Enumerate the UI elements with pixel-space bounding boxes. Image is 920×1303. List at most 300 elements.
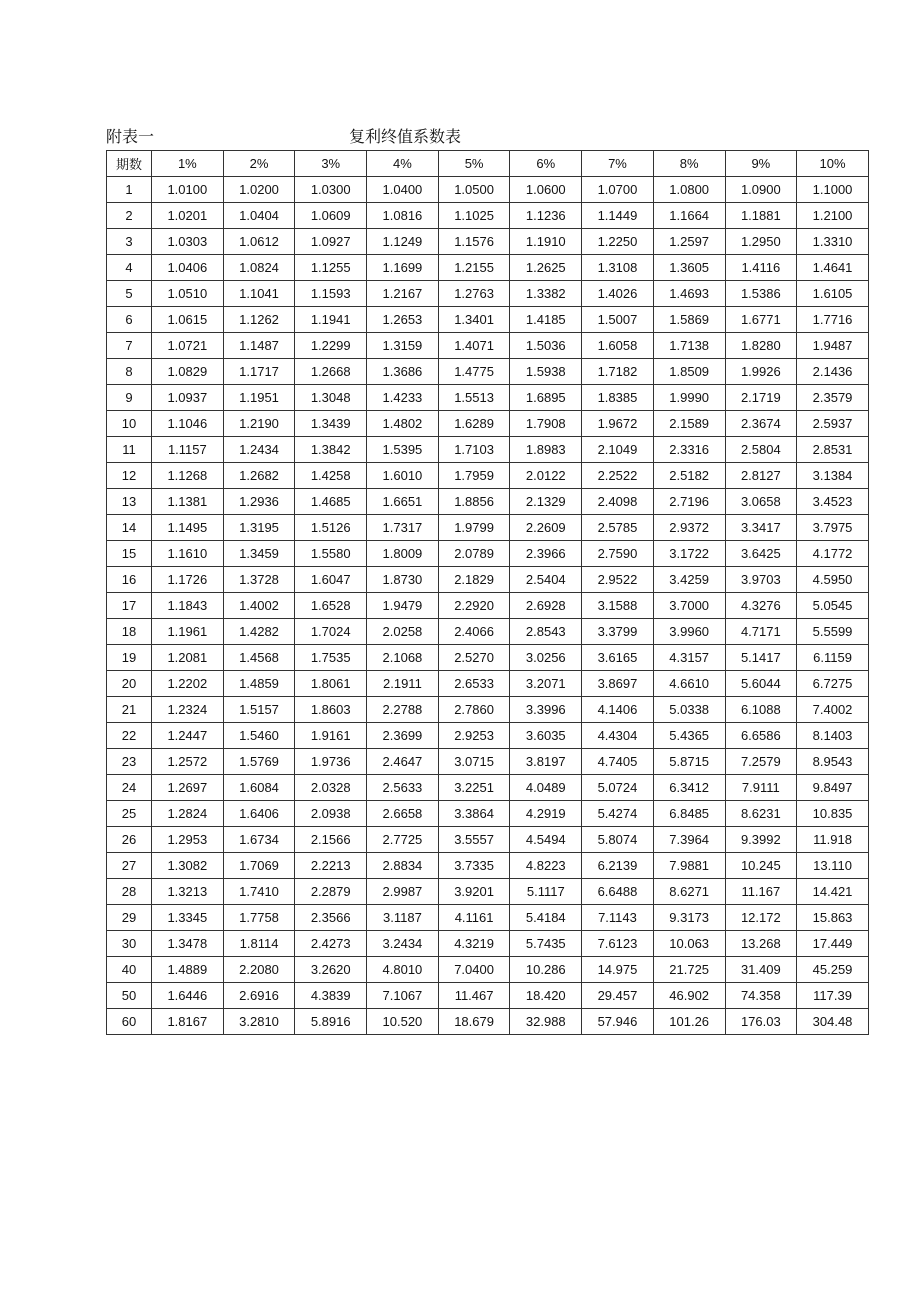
factor-cell: 1.2100 — [797, 203, 869, 229]
factor-cell: 7.3964 — [653, 827, 725, 853]
factor-cell: 2.9987 — [367, 879, 439, 905]
factor-cell: 1.1381 — [152, 489, 224, 515]
factor-cell: 3.2071 — [510, 671, 582, 697]
table-row — [107, 671, 869, 697]
factor-cell: 1.2682 — [223, 463, 295, 489]
factor-cell: 2.2920 — [438, 593, 510, 619]
factor-cell: 2.8834 — [367, 853, 439, 879]
factor-cell: 1.5395 — [367, 437, 439, 463]
factor-cell: 7.0400 — [438, 957, 510, 983]
factor-cell: 4.3839 — [295, 983, 367, 1009]
factor-cell: 2.7196 — [653, 489, 725, 515]
factor-cell: 6.7275 — [797, 671, 869, 697]
factor-cell: 1.3605 — [653, 255, 725, 281]
factor-cell: 2.1329 — [510, 489, 582, 515]
table-row — [107, 1009, 869, 1035]
factor-cell: 1.3686 — [367, 359, 439, 385]
factor-cell: 1.0824 — [223, 255, 295, 281]
factor-cell: 1.0404 — [223, 203, 295, 229]
factor-cell: 1.4258 — [295, 463, 367, 489]
factor-cell: 10.286 — [510, 957, 582, 983]
table-row — [107, 619, 869, 645]
factor-cell: 31.409 — [725, 957, 797, 983]
table-row — [107, 463, 869, 489]
factor-cell: 2.2609 — [510, 515, 582, 541]
factor-cell: 2.1719 — [725, 385, 797, 411]
factor-cell: 3.3996 — [510, 697, 582, 723]
column-header-rate: 7% — [582, 151, 654, 177]
table-row — [107, 827, 869, 853]
factor-cell: 1.4802 — [367, 411, 439, 437]
factor-cell: 8.6271 — [653, 879, 725, 905]
factor-cell: 2.5937 — [797, 411, 869, 437]
factor-cell: 1.1941 — [295, 307, 367, 333]
column-header-rate: 3% — [295, 151, 367, 177]
factor-cell: 1.0700 — [582, 177, 654, 203]
factor-cell: 3.9703 — [725, 567, 797, 593]
table-row — [107, 359, 869, 385]
factor-cell: 5.4274 — [582, 801, 654, 827]
table-row — [107, 281, 869, 307]
table-row — [107, 853, 869, 879]
factor-cell: 1.8385 — [582, 385, 654, 411]
factor-cell: 1.1157 — [152, 437, 224, 463]
factor-cell: 1.0612 — [223, 229, 295, 255]
factor-cell: 1.4685 — [295, 489, 367, 515]
factor-cell: 3.7975 — [797, 515, 869, 541]
factor-cell: 1.5386 — [725, 281, 797, 307]
factor-cell: 5.4365 — [653, 723, 725, 749]
factor-cell: 3.9201 — [438, 879, 510, 905]
factor-cell: 2.1049 — [582, 437, 654, 463]
period-cell: 50 — [107, 983, 152, 1009]
page-title: 复利终值系数表 — [349, 127, 462, 146]
factor-cell: 74.358 — [725, 983, 797, 1009]
factor-cell: 1.2950 — [725, 229, 797, 255]
factor-cell: 1.5157 — [223, 697, 295, 723]
factor-cell: 1.0201 — [152, 203, 224, 229]
table-row — [107, 931, 869, 957]
factor-cell: 2.1068 — [367, 645, 439, 671]
factor-cell: 1.7024 — [295, 619, 367, 645]
factor-cell: 1.1910 — [510, 229, 582, 255]
factor-cell: 2.5182 — [653, 463, 725, 489]
factor-cell: 2.8543 — [510, 619, 582, 645]
factor-cell: 3.6425 — [725, 541, 797, 567]
period-cell: 13 — [107, 489, 152, 515]
factor-cell: 1.8983 — [510, 437, 582, 463]
factor-cell: 1.4026 — [582, 281, 654, 307]
factor-cell: 1.7716 — [797, 307, 869, 333]
factor-cell: 29.457 — [582, 983, 654, 1009]
factor-cell: 1.0927 — [295, 229, 367, 255]
factor-cell: 10.245 — [725, 853, 797, 879]
factor-cell: 1.3478 — [152, 931, 224, 957]
factor-cell: 1.1000 — [797, 177, 869, 203]
factor-cell: 2.7860 — [438, 697, 510, 723]
factor-cell: 46.902 — [653, 983, 725, 1009]
factor-cell: 2.7590 — [582, 541, 654, 567]
factor-cell: 1.1025 — [438, 203, 510, 229]
factor-cell: 2.1566 — [295, 827, 367, 853]
factor-cell: 1.2167 — [367, 281, 439, 307]
factor-cell: 5.8074 — [582, 827, 654, 853]
factor-cell: 14.421 — [797, 879, 869, 905]
factor-cell: 3.1187 — [367, 905, 439, 931]
factor-cell: 7.2579 — [725, 749, 797, 775]
factor-cell: 2.5804 — [725, 437, 797, 463]
factor-cell: 2.3566 — [295, 905, 367, 931]
factor-cell: 1.6651 — [367, 489, 439, 515]
factor-cell: 1.2155 — [438, 255, 510, 281]
period-cell: 5 — [107, 281, 152, 307]
factor-cell: 2.0122 — [510, 463, 582, 489]
column-header-rate: 8% — [653, 151, 725, 177]
factor-cell: 4.0489 — [510, 775, 582, 801]
factor-cell: 1.0100 — [152, 177, 224, 203]
factor-cell: 1.0400 — [367, 177, 439, 203]
factor-cell: 1.1487 — [223, 333, 295, 359]
factor-cell: 1.3842 — [295, 437, 367, 463]
factor-cell: 2.5404 — [510, 567, 582, 593]
factor-cell: 1.2824 — [152, 801, 224, 827]
factor-cell: 1.6105 — [797, 281, 869, 307]
factor-cell: 3.3799 — [582, 619, 654, 645]
factor-cell: 9.3992 — [725, 827, 797, 853]
factor-cell: 1.2324 — [152, 697, 224, 723]
factor-cell: 5.5599 — [797, 619, 869, 645]
factor-cell: 7.6123 — [582, 931, 654, 957]
factor-cell: 1.8280 — [725, 333, 797, 359]
factor-cell: 11.467 — [438, 983, 510, 1009]
factor-cell: 1.3382 — [510, 281, 582, 307]
table-row — [107, 411, 869, 437]
factor-cell: 2.3579 — [797, 385, 869, 411]
factor-cell: 1.1664 — [653, 203, 725, 229]
factor-cell: 1.1041 — [223, 281, 295, 307]
factor-cell: 1.5938 — [510, 359, 582, 385]
factor-cell: 1.1699 — [367, 255, 439, 281]
factor-cell: 1.3108 — [582, 255, 654, 281]
factor-cell: 1.6010 — [367, 463, 439, 489]
factor-cell: 5.7435 — [510, 931, 582, 957]
factor-cell: 1.5580 — [295, 541, 367, 567]
factor-cell: 57.946 — [582, 1009, 654, 1035]
factor-cell: 1.1236 — [510, 203, 582, 229]
factor-cell: 2.5270 — [438, 645, 510, 671]
factor-cell: 1.1843 — [152, 593, 224, 619]
table-row — [107, 229, 869, 255]
factor-cell: 1.0510 — [152, 281, 224, 307]
compound-factor-table — [106, 150, 869, 1035]
factor-cell: 18.679 — [438, 1009, 510, 1035]
factor-cell: 1.2250 — [582, 229, 654, 255]
factor-cell: 4.2919 — [510, 801, 582, 827]
factor-cell: 7.4002 — [797, 697, 869, 723]
factor-cell: 1.8603 — [295, 697, 367, 723]
appendix-label: 附表一 — [106, 127, 155, 146]
factor-cell: 5.6044 — [725, 671, 797, 697]
factor-cell: 1.4233 — [367, 385, 439, 411]
factor-cell: 1.2597 — [653, 229, 725, 255]
table-body — [107, 177, 869, 1035]
factor-cell: 1.5126 — [295, 515, 367, 541]
factor-cell: 3.6165 — [582, 645, 654, 671]
column-header-rate: 4% — [367, 151, 439, 177]
factor-cell: 13.110 — [797, 853, 869, 879]
factor-cell: 1.8730 — [367, 567, 439, 593]
factor-cell: 1.8061 — [295, 671, 367, 697]
factor-cell: 1.3310 — [797, 229, 869, 255]
factor-cell: 1.5513 — [438, 385, 510, 411]
factor-cell: 2.1436 — [797, 359, 869, 385]
factor-cell: 2.7725 — [367, 827, 439, 853]
factor-cell: 1.2668 — [295, 359, 367, 385]
factor-cell: 3.1384 — [797, 463, 869, 489]
factor-cell: 6.6586 — [725, 723, 797, 749]
factor-cell: 8.6231 — [725, 801, 797, 827]
factor-cell: 2.6928 — [510, 593, 582, 619]
factor-cell: 1.2953 — [152, 827, 224, 853]
factor-cell: 32.988 — [510, 1009, 582, 1035]
factor-cell: 1.1262 — [223, 307, 295, 333]
table-row — [107, 203, 869, 229]
period-cell: 10 — [107, 411, 152, 437]
factor-cell: 1.3082 — [152, 853, 224, 879]
table-row — [107, 177, 869, 203]
factor-cell: 1.0406 — [152, 255, 224, 281]
factor-cell: 1.1881 — [725, 203, 797, 229]
period-cell: 27 — [107, 853, 152, 879]
factor-cell: 4.7171 — [725, 619, 797, 645]
factor-cell: 1.6895 — [510, 385, 582, 411]
factor-cell: 6.6488 — [582, 879, 654, 905]
factor-cell: 11.167 — [725, 879, 797, 905]
factor-cell: 1.0900 — [725, 177, 797, 203]
factor-cell: 2.0938 — [295, 801, 367, 827]
table-row — [107, 255, 869, 281]
period-cell: 8 — [107, 359, 152, 385]
factor-cell: 1.8509 — [653, 359, 725, 385]
factor-cell: 1.5036 — [510, 333, 582, 359]
factor-cell: 15.863 — [797, 905, 869, 931]
period-cell: 1 — [107, 177, 152, 203]
factor-cell: 3.3864 — [438, 801, 510, 827]
factor-cell: 1.3195 — [223, 515, 295, 541]
table-row — [107, 567, 869, 593]
factor-cell: 7.9881 — [653, 853, 725, 879]
factor-cell: 1.6406 — [223, 801, 295, 827]
factor-cell: 3.0658 — [725, 489, 797, 515]
factor-cell: 2.4647 — [367, 749, 439, 775]
factor-cell: 1.4116 — [725, 255, 797, 281]
factor-cell: 3.1722 — [653, 541, 725, 567]
factor-cell: 2.2080 — [223, 957, 295, 983]
factor-cell: 1.6771 — [725, 307, 797, 333]
table-row — [107, 489, 869, 515]
period-cell: 6 — [107, 307, 152, 333]
period-cell: 15 — [107, 541, 152, 567]
factor-cell: 1.1610 — [152, 541, 224, 567]
factor-cell: 7.1143 — [582, 905, 654, 931]
factor-cell: 3.8197 — [510, 749, 582, 775]
factor-cell: 1.7069 — [223, 853, 295, 879]
factor-cell: 2.3316 — [653, 437, 725, 463]
factor-cell: 2.8531 — [797, 437, 869, 463]
factor-cell: 2.3674 — [725, 411, 797, 437]
factor-cell: 3.7335 — [438, 853, 510, 879]
factor-cell: 1.1576 — [438, 229, 510, 255]
factor-cell: 2.2213 — [295, 853, 367, 879]
factor-cell: 4.1772 — [797, 541, 869, 567]
factor-cell: 1.2653 — [367, 307, 439, 333]
factor-cell: 2.9253 — [438, 723, 510, 749]
factor-cell: 1.5769 — [223, 749, 295, 775]
factor-cell: 1.4775 — [438, 359, 510, 385]
factor-cell: 2.5633 — [367, 775, 439, 801]
factor-cell: 3.0256 — [510, 645, 582, 671]
table-row — [107, 645, 869, 671]
factor-cell: 8.9543 — [797, 749, 869, 775]
factor-cell: 4.1406 — [582, 697, 654, 723]
factor-cell: 1.0609 — [295, 203, 367, 229]
factor-cell: 1.6084 — [223, 775, 295, 801]
factor-cell: 1.7182 — [582, 359, 654, 385]
period-cell: 17 — [107, 593, 152, 619]
factor-cell: 4.8010 — [367, 957, 439, 983]
period-cell: 20 — [107, 671, 152, 697]
factor-cell: 2.3966 — [510, 541, 582, 567]
column-header-rate: 2% — [223, 151, 295, 177]
factor-cell: 1.8856 — [438, 489, 510, 515]
factor-cell: 1.9926 — [725, 359, 797, 385]
factor-cell: 4.3276 — [725, 593, 797, 619]
factor-cell: 1.7959 — [438, 463, 510, 489]
factor-cell: 1.0615 — [152, 307, 224, 333]
table-row — [107, 905, 869, 931]
factor-cell: 1.4859 — [223, 671, 295, 697]
factor-cell: 1.8114 — [223, 931, 295, 957]
factor-cell: 2.1911 — [367, 671, 439, 697]
factor-cell: 18.420 — [510, 983, 582, 1009]
factor-cell: 1.3048 — [295, 385, 367, 411]
period-cell: 60 — [107, 1009, 152, 1035]
factor-cell: 5.0545 — [797, 593, 869, 619]
factor-cell: 1.7758 — [223, 905, 295, 931]
factor-cell: 3.5557 — [438, 827, 510, 853]
factor-cell: 1.1495 — [152, 515, 224, 541]
factor-cell: 1.9672 — [582, 411, 654, 437]
period-cell: 24 — [107, 775, 152, 801]
factor-cell: 6.1159 — [797, 645, 869, 671]
factor-cell: 1.1449 — [582, 203, 654, 229]
factor-cell: 1.0816 — [367, 203, 439, 229]
factor-cell: 1.0721 — [152, 333, 224, 359]
factor-cell: 2.2879 — [295, 879, 367, 905]
factor-cell: 1.1717 — [223, 359, 295, 385]
factor-cell: 1.0500 — [438, 177, 510, 203]
factor-cell: 2.6658 — [367, 801, 439, 827]
factor-cell: 1.3159 — [367, 333, 439, 359]
factor-cell: 1.6528 — [295, 593, 367, 619]
period-cell: 26 — [107, 827, 152, 853]
period-cell: 25 — [107, 801, 152, 827]
factor-cell: 1.8167 — [152, 1009, 224, 1035]
factor-cell: 1.1951 — [223, 385, 295, 411]
factor-cell: 10.063 — [653, 931, 725, 957]
factor-cell: 1.1046 — [152, 411, 224, 437]
factor-cell: 1.4693 — [653, 281, 725, 307]
factor-cell: 1.2434 — [223, 437, 295, 463]
period-cell: 16 — [107, 567, 152, 593]
factor-cell: 1.2190 — [223, 411, 295, 437]
factor-cell: 1.9161 — [295, 723, 367, 749]
factor-cell: 1.2572 — [152, 749, 224, 775]
factor-cell: 1.1249 — [367, 229, 439, 255]
table-row — [107, 983, 869, 1009]
factor-cell: 9.3173 — [653, 905, 725, 931]
column-header-rate: 5% — [438, 151, 510, 177]
factor-cell: 1.2763 — [438, 281, 510, 307]
factor-cell: 4.4304 — [582, 723, 654, 749]
table-row — [107, 515, 869, 541]
factor-cell: 3.2434 — [367, 931, 439, 957]
factor-cell: 1.7317 — [367, 515, 439, 541]
factor-cell: 2.6916 — [223, 983, 295, 1009]
factor-cell: 3.1588 — [582, 593, 654, 619]
column-header-rate: 9% — [725, 151, 797, 177]
factor-cell: 9.8497 — [797, 775, 869, 801]
table-header-row — [107, 151, 869, 177]
factor-cell: 2.8127 — [725, 463, 797, 489]
factor-cell: 1.4002 — [223, 593, 295, 619]
table-row — [107, 333, 869, 359]
factor-cell: 4.7405 — [582, 749, 654, 775]
factor-cell: 6.2139 — [582, 853, 654, 879]
table-row — [107, 957, 869, 983]
factor-cell: 3.3417 — [725, 515, 797, 541]
factor-cell: 1.9990 — [653, 385, 725, 411]
factor-cell: 1.2202 — [152, 671, 224, 697]
table-row — [107, 697, 869, 723]
factor-cell: 1.1593 — [295, 281, 367, 307]
factor-cell: 6.8485 — [653, 801, 725, 827]
table-row — [107, 723, 869, 749]
factor-cell: 1.7908 — [510, 411, 582, 437]
factor-cell: 3.6035 — [510, 723, 582, 749]
factor-cell: 5.1417 — [725, 645, 797, 671]
factor-cell: 10.520 — [367, 1009, 439, 1035]
factor-cell: 117.39 — [797, 983, 869, 1009]
factor-cell: 3.0715 — [438, 749, 510, 775]
period-cell: 14 — [107, 515, 152, 541]
factor-cell: 5.8715 — [653, 749, 725, 775]
factor-cell: 2.6533 — [438, 671, 510, 697]
period-cell: 9 — [107, 385, 152, 411]
factor-cell: 1.9736 — [295, 749, 367, 775]
factor-cell: 4.5950 — [797, 567, 869, 593]
factor-cell: 1.5869 — [653, 307, 725, 333]
factor-cell: 1.0200 — [223, 177, 295, 203]
factor-cell: 1.9487 — [797, 333, 869, 359]
factor-cell: 1.1961 — [152, 619, 224, 645]
factor-cell: 5.8916 — [295, 1009, 367, 1035]
factor-cell: 1.0600 — [510, 177, 582, 203]
factor-cell: 2.9372 — [653, 515, 725, 541]
factor-cell: 6.1088 — [725, 697, 797, 723]
period-cell: 7 — [107, 333, 152, 359]
factor-cell: 1.4071 — [438, 333, 510, 359]
